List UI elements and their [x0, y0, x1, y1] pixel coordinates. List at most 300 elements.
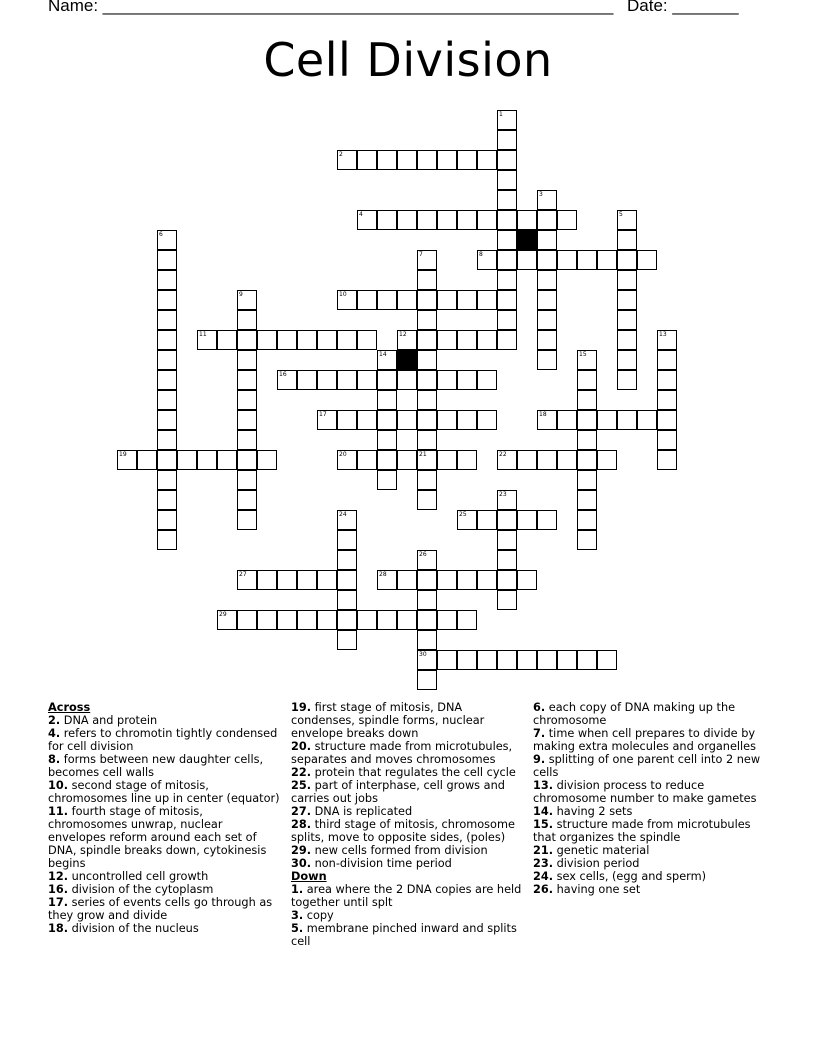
clue-item	[291, 909, 523, 922]
crossword-cell[interactable]	[337, 610, 357, 630]
crossword-cell[interactable]	[457, 330, 477, 350]
crossword-cell[interactable]	[457, 610, 477, 630]
crossword-cell[interactable]	[157, 290, 177, 310]
black-square	[397, 350, 417, 370]
crossword-cell[interactable]	[497, 150, 517, 170]
crossword-cell[interactable]	[377, 210, 397, 230]
clue-number: 14	[379, 351, 387, 358]
crossword-cell[interactable]	[377, 390, 397, 410]
clue-text: refers to chromotin tightly condensed for cell division	[48, 727, 278, 753]
crossword-cell[interactable]	[157, 370, 177, 390]
crossword-cell[interactable]	[617, 230, 637, 250]
crossword-cell[interactable]	[617, 370, 637, 390]
clue-item	[291, 857, 523, 870]
crossword-cell[interactable]	[417, 590, 437, 610]
crossword-cell[interactable]	[397, 330, 417, 350]
crossword-cell[interactable]	[597, 450, 617, 470]
crossword-cell[interactable]	[557, 410, 577, 430]
clue-number: 30	[419, 651, 427, 658]
crossword-cell[interactable]	[337, 450, 357, 470]
crossword-cell[interactable]	[417, 290, 437, 310]
clue-text: division process to reduce chromosome number to make gametes	[533, 779, 757, 805]
clue-number: 6	[159, 231, 163, 238]
crossword-cell[interactable]	[457, 570, 477, 590]
crossword-cell[interactable]	[577, 350, 597, 370]
clue-item	[291, 805, 523, 818]
clue-item	[291, 740, 523, 766]
crossword-cell[interactable]	[477, 570, 497, 590]
crossword-cell[interactable]	[197, 450, 217, 470]
crossword-cell[interactable]	[377, 150, 397, 170]
crossword-cell[interactable]	[497, 190, 517, 210]
crossword-cell[interactable]	[477, 250, 497, 270]
clue-text: uncontrolled cell growth	[68, 870, 209, 883]
clue-item	[48, 753, 280, 779]
crossword-cell[interactable]	[497, 130, 517, 150]
clue-text: DNA and protein	[60, 714, 158, 727]
crossword-cell[interactable]	[257, 570, 277, 590]
crossword-cell[interactable]	[457, 210, 477, 230]
crossword-cell[interactable]	[337, 290, 357, 310]
clue-text: having 2 sets	[553, 805, 633, 818]
crossword-cell[interactable]	[577, 650, 597, 670]
crossword-cell[interactable]	[237, 610, 257, 630]
crossword-cell[interactable]	[157, 430, 177, 450]
crossword-cell[interactable]	[357, 410, 377, 430]
crossword-cell[interactable]	[397, 370, 417, 390]
crossword-cell[interactable]	[277, 330, 297, 350]
crossword-cell[interactable]	[137, 450, 157, 470]
crossword-cell[interactable]	[497, 490, 517, 510]
crossword-cell[interactable]	[397, 450, 417, 470]
crossword-cell[interactable]	[657, 450, 677, 470]
crossword-cell[interactable]	[417, 550, 437, 570]
crossword-cell[interactable]	[457, 370, 477, 390]
clue-text: protein that regulates the cell cycle	[311, 766, 516, 779]
crossword-cell[interactable]	[317, 410, 337, 430]
crossword-cell[interactable]	[377, 410, 397, 430]
clue-text: time when cell prepares to divide by making extra molecules and organelles	[533, 727, 757, 753]
clue-number-label: 5.	[291, 922, 304, 935]
crossword-cell[interactable]	[377, 570, 397, 590]
crossword-cell[interactable]	[157, 390, 177, 410]
crossword-cell[interactable]	[337, 150, 357, 170]
crossword-cell[interactable]	[397, 210, 417, 230]
crossword-cell[interactable]	[577, 530, 597, 550]
crossword-cell[interactable]	[477, 650, 497, 670]
crossword-cell[interactable]	[157, 310, 177, 330]
clue-number-label: 18.	[48, 922, 69, 935]
clue-number-label: 9.	[533, 753, 546, 766]
crossword-cell[interactable]	[417, 270, 437, 290]
clue-number: 19	[119, 451, 127, 458]
crossword-cell[interactable]	[657, 330, 677, 350]
crossword-cell[interactable]	[297, 570, 317, 590]
crossword-cell[interactable]	[157, 510, 177, 530]
crossword-cell[interactable]	[357, 330, 377, 350]
crossword-cell[interactable]	[157, 270, 177, 290]
crossword-cell[interactable]	[537, 510, 557, 530]
crossword-cell[interactable]	[377, 430, 397, 450]
crossword-cell[interactable]	[537, 350, 557, 370]
crossword-cell[interactable]	[657, 350, 677, 370]
crossword-cell[interactable]	[437, 290, 457, 310]
crossword-cell[interactable]	[417, 490, 437, 510]
crossword-cell[interactable]	[337, 570, 357, 590]
crossword-cell[interactable]	[657, 390, 677, 410]
clue-item	[48, 714, 280, 727]
crossword-cell[interactable]	[377, 610, 397, 630]
crossword-cell[interactable]	[337, 590, 357, 610]
crossword-cell[interactable]	[497, 550, 517, 570]
clue-item	[533, 857, 765, 870]
clue-text: splitting of one parent cell into 2 new cells	[533, 753, 761, 779]
clue-number: 16	[279, 371, 287, 378]
clue-number: 15	[579, 351, 587, 358]
crossword-cell[interactable]	[157, 250, 177, 270]
crossword-cell[interactable]	[497, 270, 517, 290]
crossword-cell[interactable]	[517, 570, 537, 590]
crossword-cell[interactable]	[337, 510, 357, 530]
crossword-cell[interactable]	[357, 210, 377, 230]
crossword-cell[interactable]	[657, 430, 677, 450]
clue-text: series of events cells go through as they grow and divide	[48, 896, 273, 922]
across-heading: Across	[48, 701, 91, 714]
clue-number-label: 11.	[48, 805, 69, 818]
clue-number-label: 3.	[291, 909, 304, 922]
clue-number-label: 20.	[291, 740, 312, 753]
crossword-cell[interactable]	[457, 510, 477, 530]
crossword-cell[interactable]	[157, 490, 177, 510]
crossword-cell[interactable]	[517, 510, 537, 530]
clue-text: non-division time period	[311, 857, 452, 870]
crossword-cell[interactable]	[317, 330, 337, 350]
date-field-label: Date: _______	[627, 0, 739, 15]
crossword-cell[interactable]	[497, 590, 517, 610]
crossword-cell[interactable]	[417, 470, 437, 490]
crossword-cell[interactable]	[497, 650, 517, 670]
clue-number-label: 4.	[48, 727, 61, 740]
crossword-cell[interactable]	[477, 150, 497, 170]
clue-item	[48, 805, 280, 870]
crossword-cell[interactable]	[257, 330, 277, 350]
crossword-cell[interactable]	[317, 570, 337, 590]
clue-text: having one set	[553, 883, 641, 896]
clue-number: 18	[539, 411, 547, 418]
crossword-cell[interactable]	[637, 250, 657, 270]
clue-number-label: 22.	[291, 766, 312, 779]
crossword-cell[interactable]	[157, 450, 177, 470]
crossword-cell[interactable]	[417, 210, 437, 230]
crossword-cell[interactable]	[437, 330, 457, 350]
crossword-cell[interactable]	[497, 170, 517, 190]
crossword-cell[interactable]	[577, 470, 597, 490]
crossword-cell[interactable]	[577, 390, 597, 410]
crossword-cell[interactable]	[577, 410, 597, 430]
crossword-cell[interactable]	[297, 610, 317, 630]
crossword-cell[interactable]	[497, 450, 517, 470]
crossword-cell[interactable]	[437, 150, 457, 170]
crossword-cell[interactable]	[157, 410, 177, 430]
clue-number: 4	[359, 211, 363, 218]
crossword-cell[interactable]	[337, 410, 357, 430]
crossword-cell[interactable]	[357, 450, 377, 470]
clue-number-label: 7.	[533, 727, 546, 740]
crossword-cell[interactable]	[157, 330, 177, 350]
crossword-cell[interactable]	[237, 470, 257, 490]
crossword-cell[interactable]	[557, 450, 577, 470]
crossword-cell[interactable]	[237, 410, 257, 430]
crossword-cell[interactable]	[377, 350, 397, 370]
crossword-cell[interactable]	[277, 370, 297, 390]
clue-number-label: 28.	[291, 818, 312, 831]
crossword-cell[interactable]	[377, 370, 397, 390]
crossword-cell[interactable]	[237, 310, 257, 330]
crossword-cell[interactable]	[537, 450, 557, 470]
crossword-cell[interactable]	[437, 450, 457, 470]
crossword-cell[interactable]	[617, 290, 637, 310]
crossword-cell[interactable]	[577, 490, 597, 510]
crossword-cell[interactable]	[397, 410, 417, 430]
clue-text: sex cells, (egg and sperm)	[553, 870, 707, 883]
crossword-cell[interactable]	[417, 370, 437, 390]
crossword-cell[interactable]	[417, 670, 437, 690]
crossword-cell[interactable]	[617, 310, 637, 330]
crossword-cell[interactable]	[477, 210, 497, 230]
crossword-cell[interactable]	[417, 410, 437, 430]
clue-number-label: 29.	[291, 844, 312, 857]
crossword-cell[interactable]	[417, 610, 437, 630]
clue-item	[533, 844, 765, 857]
crossword-cell[interactable]	[597, 410, 617, 430]
crossword-cell[interactable]	[157, 230, 177, 250]
crossword-cell[interactable]	[537, 310, 557, 330]
crossword-cell[interactable]	[357, 150, 377, 170]
clue-number-label: 26.	[533, 883, 554, 896]
crossword-cell[interactable]	[297, 330, 317, 350]
crossword-cell[interactable]	[257, 450, 277, 470]
crossword-cell[interactable]	[337, 370, 357, 390]
crossword-cell[interactable]	[217, 450, 237, 470]
crossword-cell[interactable]	[477, 370, 497, 390]
crossword-cell[interactable]	[237, 290, 257, 310]
clues-column-3	[533, 701, 765, 896]
crossword-cell[interactable]	[497, 570, 517, 590]
black-square	[517, 230, 537, 250]
clue-number: 9	[239, 291, 243, 298]
crossword-cell[interactable]	[457, 650, 477, 670]
crossword-cell[interactable]	[437, 370, 457, 390]
crossword-cell[interactable]	[417, 150, 437, 170]
crossword-cell[interactable]	[437, 210, 457, 230]
crossword-cell[interactable]	[437, 570, 457, 590]
crossword-cell[interactable]	[517, 250, 537, 270]
crossword-cell[interactable]	[217, 610, 237, 630]
crossword-cell[interactable]	[477, 510, 497, 530]
crossword-cell[interactable]	[337, 550, 357, 570]
crossword-cell[interactable]	[417, 650, 437, 670]
crossword-cell[interactable]	[657, 410, 677, 430]
crossword-cell[interactable]	[457, 450, 477, 470]
clue-number: 22	[499, 451, 507, 458]
clue-number-label: 16.	[48, 883, 69, 896]
crossword-cell[interactable]	[517, 450, 537, 470]
crossword-cell[interactable]	[477, 330, 497, 350]
crossword-cell[interactable]	[457, 410, 477, 430]
clue-item	[48, 896, 280, 922]
crossword-cell[interactable]	[257, 610, 277, 630]
crossword-cell[interactable]	[417, 250, 437, 270]
crossword-cell[interactable]	[597, 250, 617, 270]
crossword-cell[interactable]	[557, 210, 577, 230]
clue-number: 24	[339, 511, 347, 518]
crossword-cell[interactable]	[357, 610, 377, 630]
crossword-cell[interactable]	[537, 250, 557, 270]
crossword-cell[interactable]	[397, 610, 417, 630]
clue-number: 12	[399, 331, 407, 338]
crossword-cell[interactable]	[237, 390, 257, 410]
crossword-cell[interactable]	[497, 210, 517, 230]
clue-item	[48, 779, 280, 805]
clue-number-label: 8.	[48, 753, 61, 766]
crossword-cell[interactable]	[417, 430, 437, 450]
crossword-cell[interactable]	[617, 350, 637, 370]
crossword-cell[interactable]	[497, 530, 517, 550]
crossword-cell[interactable]	[557, 650, 577, 670]
crossword-cell[interactable]	[517, 650, 537, 670]
crossword-cell[interactable]	[577, 430, 597, 450]
crossword-cell[interactable]	[377, 290, 397, 310]
crossword-cell[interactable]	[157, 530, 177, 550]
crossword-cell[interactable]	[617, 410, 637, 430]
crossword-cell[interactable]	[177, 450, 197, 470]
crossword-cell[interactable]	[417, 310, 437, 330]
crossword-cell[interactable]	[417, 390, 437, 410]
clue-number-label: 19.	[291, 701, 312, 714]
crossword-cell[interactable]	[417, 330, 437, 350]
clue-text: each copy of DNA making up the chromosome	[533, 701, 736, 727]
crossword-cell[interactable]	[537, 290, 557, 310]
crossword-cell[interactable]	[157, 470, 177, 490]
crossword-cell[interactable]	[277, 610, 297, 630]
crossword-cell[interactable]	[337, 330, 357, 350]
crossword-cell[interactable]	[417, 570, 437, 590]
crossword-cell[interactable]	[337, 530, 357, 550]
crossword-cell[interactable]	[537, 330, 557, 350]
crossword-cell[interactable]	[357, 290, 377, 310]
clue-number-label: 24.	[533, 870, 554, 883]
crossword-cell[interactable]	[577, 510, 597, 530]
crossword-cell[interactable]	[617, 210, 637, 230]
crossword-cell[interactable]	[397, 290, 417, 310]
clue-item	[291, 883, 523, 909]
crossword-cell[interactable]	[437, 610, 457, 630]
crossword-cell[interactable]	[317, 370, 337, 390]
crossword-cell[interactable]	[417, 450, 437, 470]
crossword-cell[interactable]	[297, 370, 317, 390]
crossword-cell[interactable]	[157, 350, 177, 370]
crossword-cell[interactable]	[357, 370, 377, 390]
clue-text: forms between new daughter cells, becomes cell walls	[48, 753, 264, 779]
crossword-cell[interactable]	[397, 570, 417, 590]
crossword-cell[interactable]	[197, 330, 217, 350]
clue-text: structure made from microtubules that organizes the spindle	[533, 818, 751, 844]
crossword-cell[interactable]	[417, 350, 437, 370]
crossword-cell[interactable]	[377, 470, 397, 490]
crossword-cell[interactable]	[437, 650, 457, 670]
clues-column-2	[291, 701, 523, 948]
clue-item	[533, 805, 765, 818]
crossword-cell[interactable]	[437, 410, 457, 430]
crossword-cell[interactable]	[497, 510, 517, 530]
clue-number-label: 12.	[48, 870, 69, 883]
crossword-cell[interactable]	[577, 450, 597, 470]
crossword-cell[interactable]	[457, 150, 477, 170]
name-field-label: Name: ______________________________________________________	[48, 0, 614, 15]
crossword-cell[interactable]	[577, 370, 597, 390]
crossword-cell[interactable]	[597, 650, 617, 670]
crossword-cell[interactable]	[617, 270, 637, 290]
crossword-cell[interactable]	[237, 330, 257, 350]
crossword-cell[interactable]	[237, 510, 257, 530]
crossword-cell[interactable]	[237, 370, 257, 390]
clue-number: 28	[379, 571, 387, 578]
crossword-cell[interactable]	[497, 290, 517, 310]
crossword-cell[interactable]	[497, 310, 517, 330]
crossword-cell[interactable]	[117, 450, 137, 470]
crossword-cell[interactable]	[237, 430, 257, 450]
crossword-cell[interactable]	[377, 450, 397, 470]
crossword-cell[interactable]	[537, 210, 557, 230]
crossword-cell[interactable]	[477, 290, 497, 310]
crossword-cell[interactable]	[617, 330, 637, 350]
crossword-cell[interactable]	[337, 630, 357, 650]
crossword-cell[interactable]	[497, 330, 517, 350]
crossword-cell[interactable]	[537, 190, 557, 210]
crossword-cell[interactable]	[537, 410, 557, 430]
crossword-cell[interactable]	[537, 650, 557, 670]
crossword-cell[interactable]	[397, 150, 417, 170]
crossword-cell[interactable]	[457, 290, 477, 310]
crossword-cell[interactable]	[537, 270, 557, 290]
crossword-cell[interactable]	[517, 210, 537, 230]
crossword-cell[interactable]	[657, 370, 677, 390]
crossword-cell[interactable]	[237, 490, 257, 510]
puzzle-title: Cell Division	[263, 33, 553, 87]
crossword-cell[interactable]	[237, 450, 257, 470]
crossword-cell[interactable]	[217, 330, 237, 350]
crossword-cell[interactable]	[477, 410, 497, 430]
crossword-cell[interactable]	[317, 610, 337, 630]
crossword-cell[interactable]	[537, 230, 557, 250]
crossword-cell[interactable]	[497, 110, 517, 130]
crossword-cell[interactable]	[417, 630, 437, 650]
crossword-cell[interactable]	[237, 350, 257, 370]
crossword-cell[interactable]	[577, 250, 597, 270]
crossword-cell[interactable]	[637, 410, 657, 430]
clue-number-label: 17.	[48, 896, 69, 909]
crossword-cell[interactable]	[497, 230, 517, 250]
clue-number: 25	[459, 511, 467, 518]
clue-number: 20	[339, 451, 347, 458]
clue-item	[48, 727, 280, 753]
crossword-cell[interactable]	[497, 250, 517, 270]
crossword-cell[interactable]	[617, 250, 637, 270]
crossword-cell[interactable]	[277, 570, 297, 590]
crossword-cell[interactable]	[237, 570, 257, 590]
clue-number: 27	[239, 571, 247, 578]
crossword-cell[interactable]	[557, 250, 577, 270]
